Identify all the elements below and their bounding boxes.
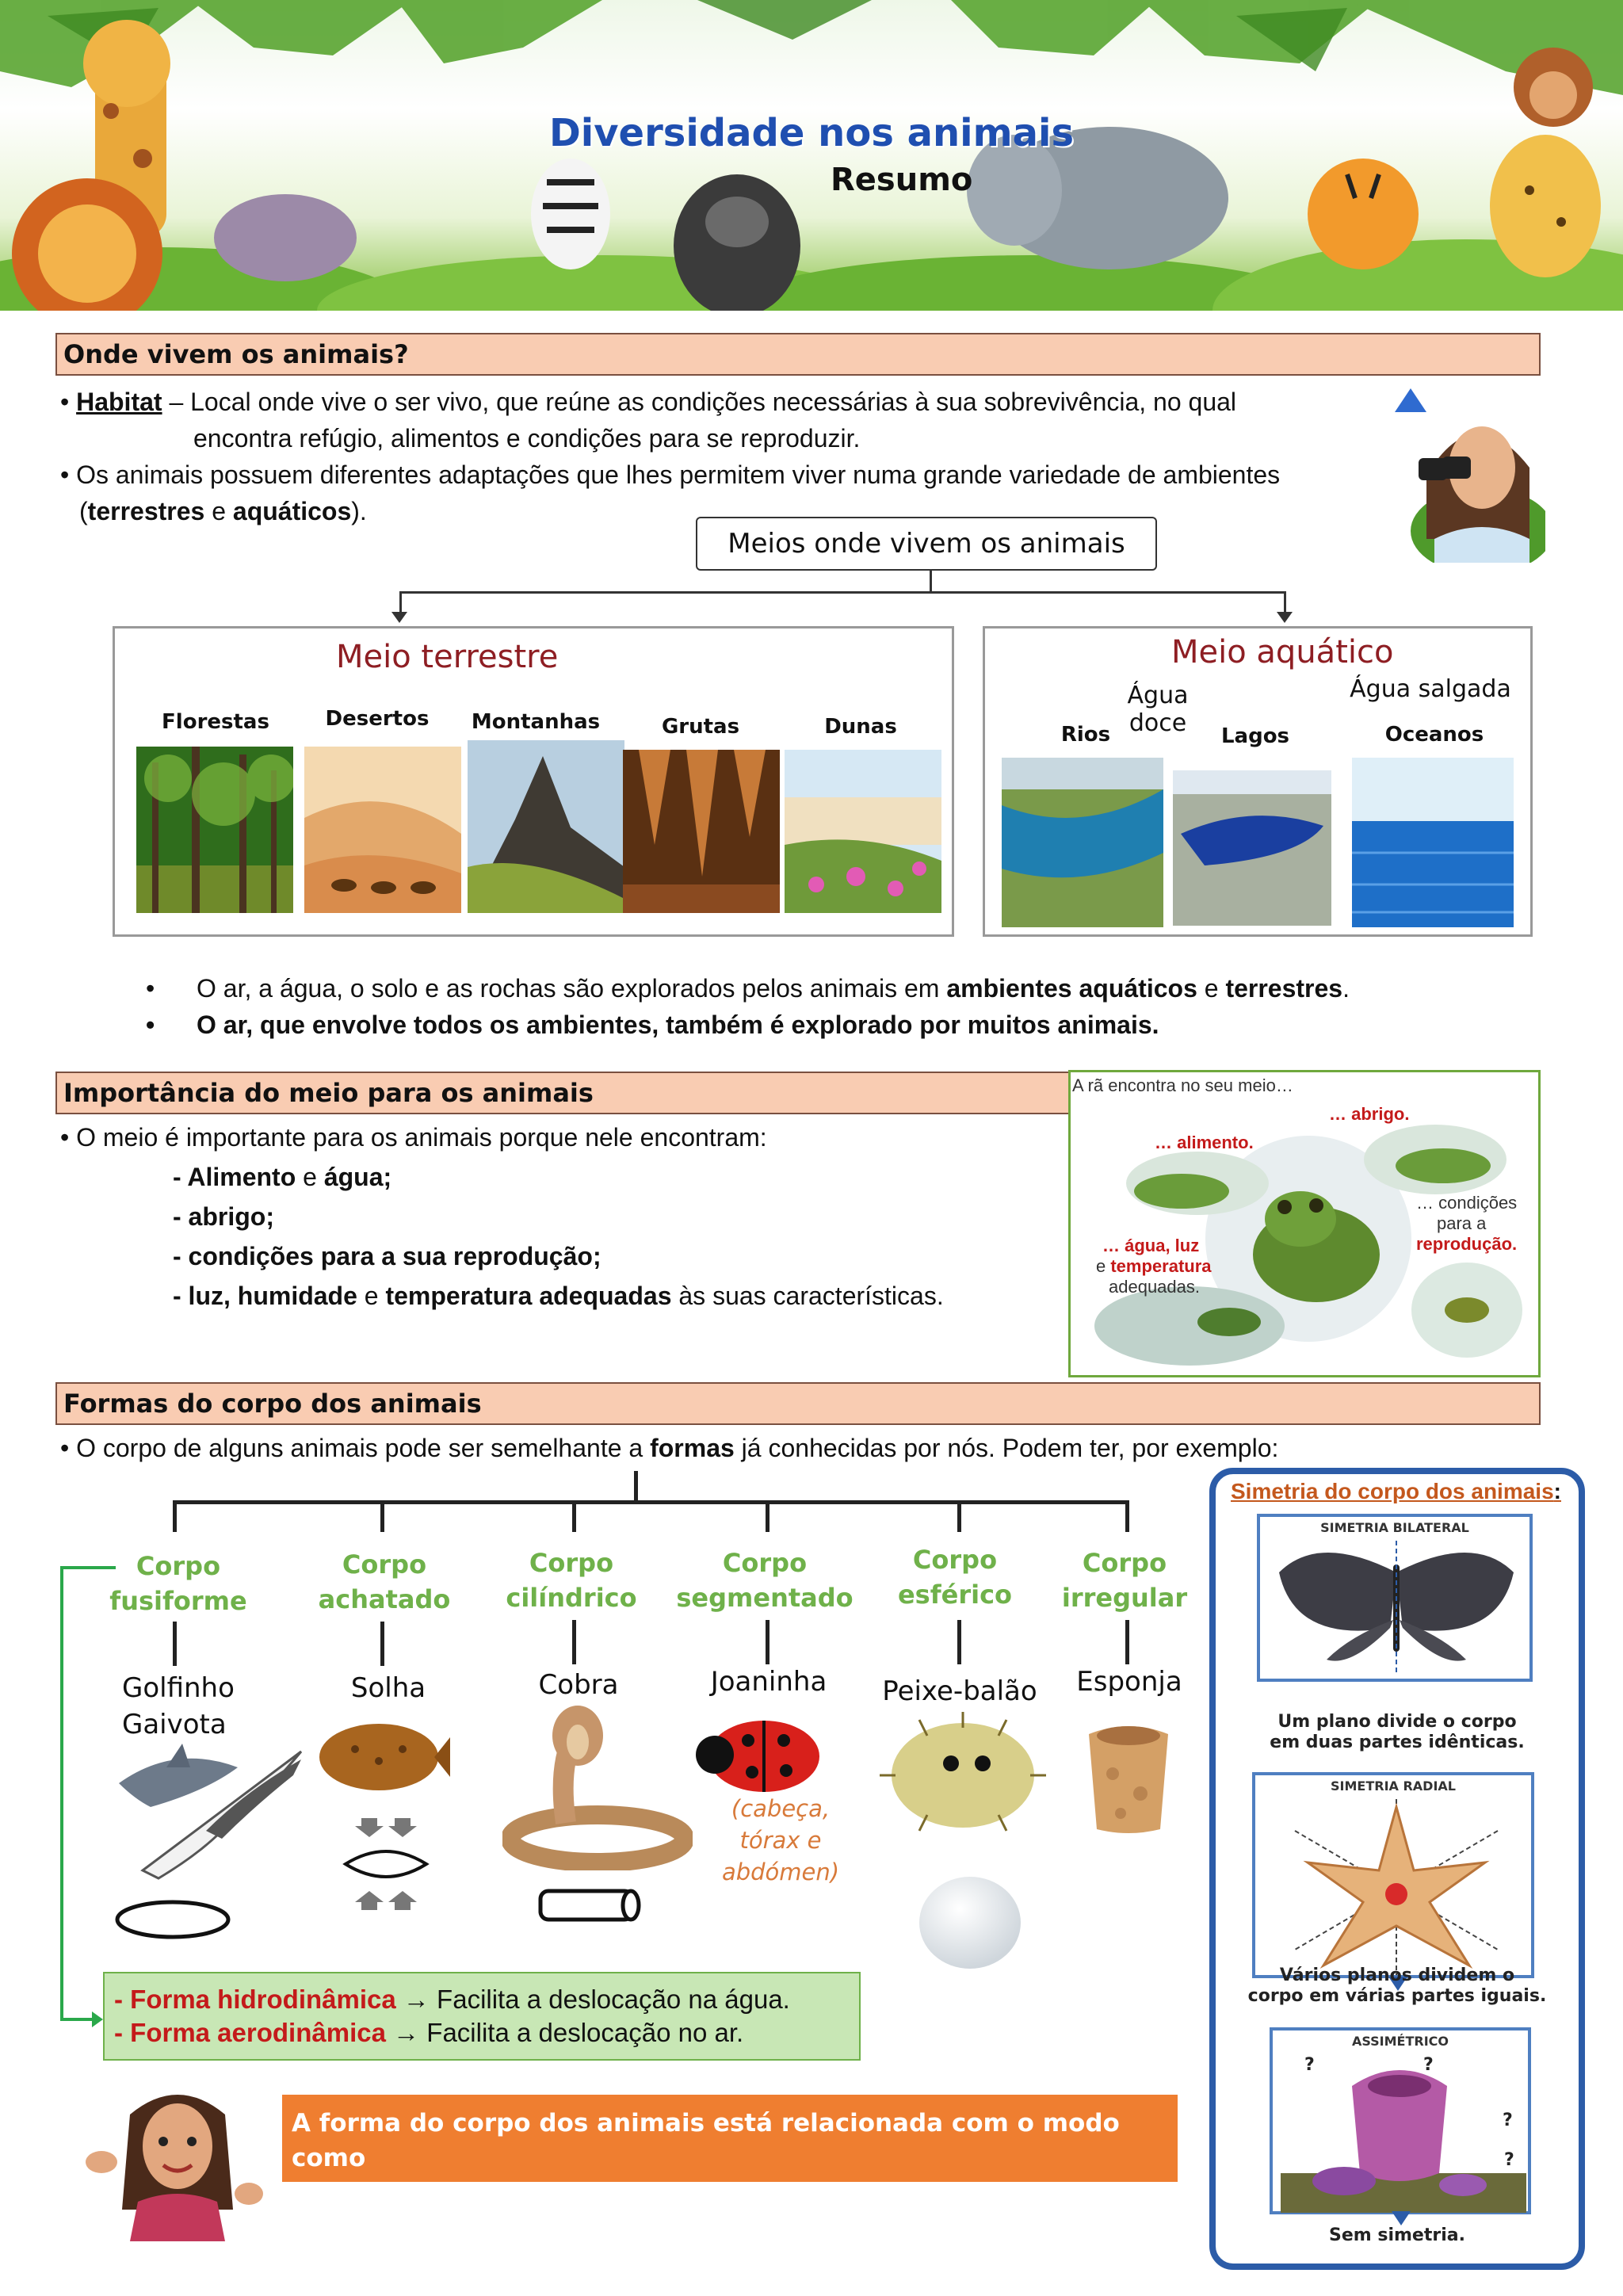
svg-text:?: ? — [1304, 2055, 1315, 2075]
bullet3-aquaticos: ambientes aquáticos — [946, 974, 1197, 1003]
section-heading-importance: Importância do meio para os animais — [55, 1072, 1070, 1114]
importance-item-3: - condições para a sua reprodução; — [173, 1242, 601, 1270]
bullet: • — [60, 460, 70, 489]
habitat-line2: encontra refúgio, alimentos e condições para se reproduzir. — [193, 424, 861, 453]
adapt-aquaticos: aquáticos — [232, 497, 352, 525]
animal-gaivota: Gaivota — [122, 1709, 227, 1740]
ladybug-note-2: tórax e — [739, 1827, 822, 1854]
shape-l2: fusiforme — [109, 1586, 247, 1616]
sponge-image — [1081, 1718, 1176, 1836]
page-title: Diversidade nos animais — [548, 111, 1075, 155]
asymmetric-card — [1270, 2027, 1531, 2214]
hydro-text: → Facilita a deslocação na água. — [395, 1985, 790, 2014]
animal-joaninha: Joaninha — [710, 1666, 827, 1698]
shape-achatado — [301, 1547, 468, 1617]
connector — [766, 1500, 769, 1532]
importance-intro — [60, 1119, 1059, 1156]
connector — [1125, 1620, 1129, 1664]
bullet: • — [146, 974, 155, 1003]
svg-text:?: ? — [1504, 2150, 1514, 2170]
conj: e — [1096, 1256, 1111, 1276]
pufferfish-image — [872, 1712, 1054, 1839]
place-label-dunas: Dunas — [824, 715, 897, 739]
shape-l1: Corpo — [722, 1548, 808, 1578]
radial-caption-1: Vários planos dividem o — [1279, 1966, 1515, 1985]
conj: e — [1197, 974, 1226, 1003]
intro-formas: formas — [650, 1434, 735, 1462]
ocean-image — [1352, 758, 1514, 927]
habitat-definition: – Local onde vive o ser vivo, que reúne as condições necessárias à sua sobrevivência, no qual — [169, 388, 1237, 416]
paren: ). — [351, 497, 367, 525]
hydro-line — [114, 1983, 859, 2016]
teacher-binoculars-avatar — [1395, 380, 1545, 563]
conj: e — [357, 1282, 386, 1310]
frog-reproducao: reprodução. — [1416, 1234, 1518, 1254]
shape-l2: irregular — [1061, 1583, 1188, 1613]
bullet3 — [146, 970, 1493, 1007]
place-label-florestas: Florestas — [162, 710, 269, 734]
river-image — [1002, 758, 1163, 927]
radial-card — [1252, 1772, 1534, 1978]
connector — [60, 1566, 63, 2021]
conj: e — [296, 1163, 324, 1191]
place-label-rios: Rios — [1060, 723, 1111, 747]
intro-text: O corpo de alguns animais pode ser semelhante a — [76, 1434, 651, 1462]
shape-l1: Corpo — [912, 1545, 998, 1575]
shape-cilindrico — [488, 1545, 655, 1615]
butterfly-image — [1271, 1541, 1522, 1675]
conclusion-box — [282, 2095, 1178, 2207]
colon: : — [1553, 1479, 1561, 1503]
connector — [173, 1500, 177, 1532]
dolphin-seagull-image — [111, 1736, 309, 1886]
frog-abrigo: … abrigo. — [1329, 1104, 1410, 1124]
place-label-oceanos: Oceanos — [1384, 723, 1484, 747]
shape-l1: Corpo — [342, 1549, 427, 1580]
ladybug-note — [713, 1793, 848, 1888]
shape-fusiforme — [95, 1549, 262, 1618]
svg-text:?: ? — [1423, 2055, 1434, 2075]
jungle-banner — [0, 0, 1623, 311]
frog-caption: A rã encontra no seu meio… — [1072, 1075, 1293, 1095]
shape-l2: segmentado — [676, 1583, 854, 1613]
adapt-terrestres: terrestres — [87, 497, 205, 525]
radial-label: SIMETRIA RADIAL — [1331, 1778, 1456, 1794]
conclusion-line-2: exploram o meio onde vivem. — [292, 2179, 701, 2207]
shape-esferico — [872, 1542, 1038, 1612]
shape-l2: cilíndrico — [506, 1583, 637, 1613]
connector — [766, 1620, 769, 1664]
bilateral-caption-1: Um plano divide o corpo — [1277, 1712, 1517, 1732]
teacher-waving-avatar — [82, 2083, 265, 2241]
connector — [572, 1500, 576, 1532]
place-label-desertos: Desertos — [325, 707, 430, 731]
connector — [60, 1566, 116, 1569]
frog-agua-luz: … água, luz — [1102, 1236, 1200, 1255]
intro-rest: já conhecidas por nós. Podem ter, por exemplo: — [734, 1434, 1279, 1462]
asym-caption: Sem simetria. — [1329, 2225, 1465, 2245]
paren: ( — [79, 497, 88, 525]
animal-golfinho: Golfinho — [122, 1672, 235, 1704]
ladybug-note-1: (cabeça, — [731, 1795, 831, 1822]
symmetry-title — [1231, 1479, 1561, 1504]
period: . — [1342, 974, 1350, 1003]
mountain-image — [468, 740, 624, 913]
bullet3-terrestres: terrestres — [1225, 974, 1343, 1003]
page-subtitle: Resumo — [831, 162, 973, 198]
connector — [60, 2018, 95, 2021]
frog-panel — [1068, 1070, 1541, 1377]
frog-temperatura-word: temperatura — [1110, 1256, 1212, 1276]
frog-alimento: … alimento. — [1155, 1133, 1254, 1152]
body-shapes-intro — [60, 1430, 1455, 1466]
place-label-grutas: Grutas — [661, 715, 740, 739]
bullet: • — [60, 1434, 70, 1462]
lake-image — [1173, 770, 1331, 926]
desert-image — [304, 747, 461, 913]
item1-alimento: - Alimento — [173, 1163, 296, 1191]
terrestrial-title: Meio terrestre — [336, 639, 559, 675]
section-heading-habitat: Onde vivem os animais? — [55, 333, 1541, 376]
animal-cobra: Cobra — [538, 1669, 619, 1701]
item4-rest: às suas características. — [671, 1282, 944, 1310]
fresh-water-label: Água doce — [1127, 682, 1189, 737]
diagram-root-box: Meios onde vivem os animais — [696, 517, 1157, 571]
flounder-image — [315, 1713, 450, 1801]
salt-water-label: Água salgada — [1350, 675, 1511, 703]
arrow-down-icon — [391, 612, 407, 623]
animal-solha: Solha — [350, 1672, 426, 1704]
adaptations-text: Os animais possuem diferentes adaptações que lhes permitem viver numa grande variedade de ambientes — [76, 460, 1281, 489]
shape-l1: Corpo — [1082, 1548, 1167, 1578]
connector — [380, 1622, 384, 1666]
connector — [173, 1622, 177, 1666]
conclusion-line-1: A forma do corpo dos animais está relacionada com o modo como — [292, 2109, 1120, 2172]
cylinder-shape-icon — [536, 1886, 647, 1926]
ladybug-note-3: abdómen) — [721, 1859, 840, 1885]
connector — [957, 1620, 961, 1664]
bullet: • — [60, 388, 70, 416]
bullet3-text: O ar, a água, o solo e as rochas são explorados pelos animais em — [197, 974, 947, 1003]
item4-luz: - luz, humidade — [173, 1282, 357, 1310]
hydro-label: - Forma hidrodinâmica — [114, 1985, 396, 2014]
bilateral-label: SIMETRIA BILATERAL — [1320, 1520, 1469, 1535]
adaptations-line1 — [60, 457, 1392, 493]
aero-label: - Forma aerodinâmica — [114, 2018, 386, 2047]
importance-item-2: - abrigo; — [173, 1202, 274, 1231]
item1-agua: água; — [323, 1163, 392, 1191]
connector — [930, 571, 932, 591]
ladybug-image — [685, 1709, 827, 1796]
cave-image — [623, 750, 780, 913]
adaptations-line2 — [79, 493, 713, 529]
bilateral-caption — [1209, 1712, 1585, 1753]
shape-l1: Corpo — [136, 1551, 221, 1581]
radial-caption-2: corpo em várias partes iguais. — [1247, 1986, 1547, 2006]
bilateral-card — [1257, 1514, 1533, 1682]
connector — [957, 1500, 961, 1532]
forest-image — [136, 747, 293, 913]
habitat-term: Habitat — [76, 388, 162, 416]
sponge-asym-image — [1281, 2054, 1526, 2213]
asym-label: ASSIMÉTRICO — [1351, 2034, 1449, 2049]
bullet4 — [146, 1007, 1493, 1043]
symmetry-title-text: Simetria do corpo dos animais — [1231, 1479, 1554, 1503]
conj: e — [204, 497, 233, 525]
item4-temperatura: temperatura adequadas — [385, 1282, 672, 1310]
arrow-right-icon — [92, 2011, 103, 2027]
connector — [572, 1620, 576, 1664]
habitat-line1 — [60, 384, 1376, 420]
connector — [380, 1500, 384, 1532]
section-heading-body-shapes: Formas do corpo dos animais — [55, 1382, 1541, 1425]
fusiform-shape-icon — [111, 1896, 238, 1943]
shape-segmentado — [674, 1545, 856, 1615]
importance-intro-text: O meio é importante para os animais porque nele encontram: — [76, 1123, 767, 1152]
arrow-down-icon — [1277, 612, 1293, 623]
dunes-image — [785, 750, 941, 913]
flattened-shape-icon — [336, 1817, 436, 1912]
connector — [173, 1500, 1128, 1504]
sphere-shape-icon — [916, 1875, 1024, 1970]
connector — [634, 1471, 638, 1503]
connector — [399, 591, 1285, 594]
aquatic-title: Meio aquático — [1171, 634, 1394, 670]
frog-temperatura — [1096, 1256, 1212, 1277]
frog-adequadas: adequadas. — [1109, 1277, 1200, 1297]
bullet4-text: O ar, que envolve todos os ambientes, também é explorado por muitos animais. — [197, 1010, 1159, 1039]
shape-irregular — [1041, 1545, 1208, 1615]
importance-item-1 — [173, 1159, 965, 1195]
jungle-illustration — [0, 0, 1623, 311]
place-label-lagos: Lagos — [1220, 724, 1290, 748]
animal-peixe-balao: Peixe-balão — [882, 1675, 1037, 1707]
frog-para-a: para a — [1437, 1213, 1487, 1233]
shape-l2: esférico — [897, 1580, 1013, 1610]
shape-l2: achatado — [318, 1584, 451, 1614]
arrow-down-icon — [1392, 2211, 1411, 2225]
aero-text: → Facilita a deslocação no ar. — [385, 2018, 744, 2047]
svg-text:?: ? — [1503, 2111, 1513, 2130]
frog-condicoes: … condições — [1416, 1193, 1518, 1213]
radial-caption — [1209, 1966, 1585, 2007]
animal-esponja: Esponja — [1076, 1666, 1182, 1698]
importance-item-4 — [173, 1278, 1044, 1314]
hydro-aero-box — [103, 1972, 861, 2061]
shape-l1: Corpo — [529, 1548, 614, 1578]
connector — [1125, 1500, 1129, 1532]
place-label-montanhas: Montanhas — [471, 710, 601, 734]
starfish-image — [1279, 1799, 1514, 1975]
aero-line — [114, 2016, 859, 2050]
bilateral-caption-2: em duas partes idênticas. — [1270, 1733, 1525, 1752]
bullet: • — [60, 1123, 70, 1152]
cobra-image — [502, 1704, 693, 1870]
bullet: • — [146, 1010, 155, 1039]
